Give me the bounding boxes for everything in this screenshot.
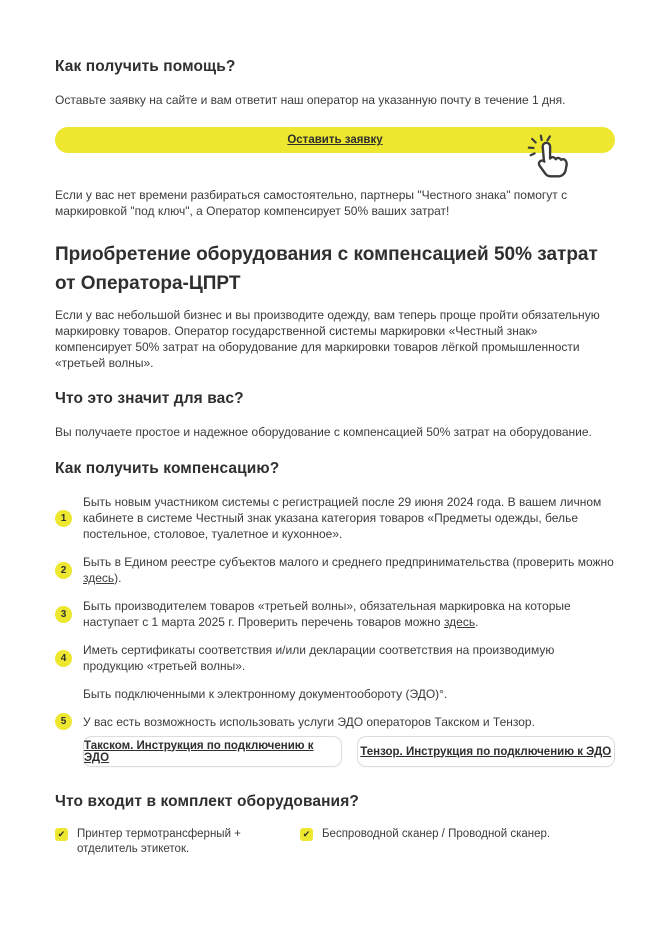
step-3-text-after: . [475,615,479,629]
kit-item-printer-label: Принтер термотрансферный + отделитель этикеток. [77,828,241,855]
partners-note: Если у вас нет времени разбираться самостоятельно, партнеры "Честного знака" помогут с маркировкой "под ключ", а Оператор компенсирует 50% ваших затрат! [55,188,568,218]
step-5-badge: 5 [55,713,72,730]
step-2 [55,554,615,586]
help-title: Как получить помощь? [55,58,236,75]
meaning-description: Вы получаете простое и надежное оборудование с компенсацией 50% затрат на оборудование. [55,425,592,439]
equipment-title-line2: от Оператора-ЦПРТ [55,273,241,294]
help-description: Оставьте заявку на сайте и вам ответит наш оператор на указанную почту в течение 1 дня. [55,93,566,107]
compensation-title: Как получить компенсацию? [55,460,280,477]
step-1-text: Быть новым участником системы с регистрацией после 29 июня 2024 года. В вашем личном кабинете в системе Честный знак указана категория товаров «Предметы одежды, белье постельное, столовое, туалетное и кухонное». [83,495,602,541]
step-2-text-after: ). [114,571,122,585]
equipment-title [55,240,615,298]
click-hand-icon [527,134,571,182]
step-3-here-link[interactable]: здесь [443,615,476,629]
equipment-title-line1: Приобретение оборудования с компенсацией 50% затрат [55,244,598,265]
step-1-badge: 1 [55,510,72,527]
step-4-badge: 4 [55,650,72,667]
takskom-instruction-button[interactable]: Такском. Инструкция по подключению к ЭДО [83,736,342,767]
step-5-line2: У вас есть возможность использовать услуги ЭДО операторов Такском и Тензор. [83,714,535,729]
submit-request-button[interactable] [55,127,615,153]
step-4-text: Иметь сертификаты соответствия и/или декларации соответствия на производимую продукцию «третьей волны». [83,643,555,673]
step-2-text-before: Быть в Едином реестре субъектов малого и среднего предпринимательства (проверить можно [83,555,614,569]
check-icon: ✔ [55,828,68,841]
submit-request-label: Оставить заявку [287,134,383,146]
step-3-badge: 3 [55,606,72,623]
meaning-title: Что это значит для вас? [55,390,244,407]
step-3-text-before: Быть производителем товаров «третьей волны», обязательная маркировка на которые наступает с 1 марта 2025 г. Проверить перечень товаров можно [83,599,571,629]
step-4 [55,642,615,674]
tenzor-instruction-button[interactable]: Тензор. Инструкция по подключению к ЭДО [357,736,616,767]
kit-list [55,827,615,857]
step-3 [55,598,615,630]
kit-item-printer [55,827,280,857]
kit-title: Что входит в комплект оборудования? [55,793,359,810]
step-2-text [83,554,615,586]
step-3-text [83,598,615,630]
check-icon: ✔ [300,828,313,841]
step-5 [55,686,615,767]
step-1 [55,494,615,542]
kit-item-scanner-label: Беспроводной сканер / Проводной сканер. [322,828,551,840]
step-5-line1: Быть подключенными к электронному документообороту (ЭДО)°. [83,687,448,701]
step-2-badge: 2 [55,562,72,579]
kit-item-scanner [300,827,550,857]
equipment-description: Если у вас небольшой бизнес и вы производите одежду, вам теперь проще пройти обязательную маркировку товаров. Оператор государственной системы маркировки «Честный знак» компенсирует 50% затрат на оборудование для маркировки товаров лёгкой промышленности «третьей волны». [55,308,600,370]
edo-buttons [55,736,615,767]
step-2-here-link[interactable]: здесь [83,571,115,585]
